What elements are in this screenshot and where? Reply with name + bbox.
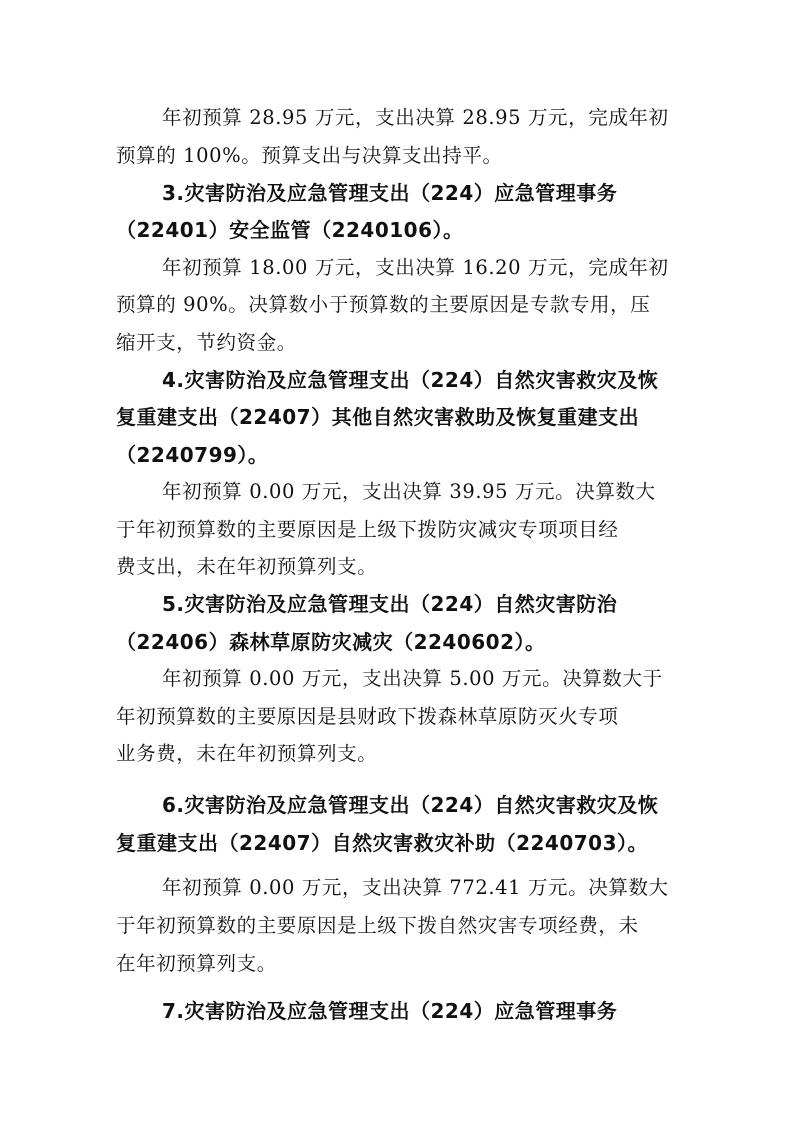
paragraph-line: 年初预算 28.95 万元，支出决算 28.95 万元，完成年初 [162, 106, 669, 129]
paragraph-line: 年初预算数的主要原因是县财政下拨森林草原防灭火专项 [116, 705, 619, 728]
section-heading: 7.灾害防治及应急管理支出（224）应急管理事务 [162, 999, 618, 1023]
paragraph-line: 年初预算 0.00 万元，支出决算 5.00 万元。决算数大于 [162, 667, 663, 690]
paragraph-line: 于年初预算数的主要原因是上级下拨防灾减灾专项项目经 [116, 518, 619, 541]
paragraph-line: 业务费，未在年初预算列支。 [116, 742, 378, 765]
section-heading: 4.灾害防治及应急管理支出（224）自然灾害救灾及恢 [162, 368, 659, 392]
section-heading: 6.灾害防治及应急管理支出（224）自然灾害救灾及恢 [162, 793, 659, 817]
paragraph-line: 费支出，未在年初预算列支。 [116, 555, 378, 578]
paragraph-line: 年初预算 0.00 万元，支出决算 772.41 万元。决算数大 [162, 876, 669, 899]
section-heading: 复重建支出（22407）其他自然灾害救助及恢复重建支出 [116, 405, 640, 429]
paragraph-line: 预算的 100%。预算支出与决算支出持平。 [116, 144, 503, 167]
paragraph-line: 缩开支，节约资金。 [116, 331, 297, 354]
section-heading: 5.灾害防治及应急管理支出（224）自然灾害防治 [162, 592, 618, 616]
section-heading: （2240799）。 [116, 443, 269, 467]
paragraph-line: 在年初预算列支。 [116, 952, 277, 975]
paragraph-line: 预算的 90%。决算数小于预算数的主要原因是专款专用，压 [116, 293, 651, 316]
paragraph-line: 于年初预算数的主要原因是上级下拨自然灾害专项经费，未 [116, 914, 639, 937]
section-heading: （22401）安全监管（2240106）。 [116, 218, 464, 242]
paragraph-line: 年初预算 0.00 万元，支出决算 39.95 万元。决算数大 [162, 480, 656, 503]
section-heading: （22406）森林草原防灾减灾（2240602）。 [116, 630, 546, 654]
paragraph-line: 年初预算 18.00 万元，支出决算 16.20 万元，完成年初 [162, 256, 669, 279]
section-heading: 复重建支出（22407）自然灾害救灾补助（2240703）。 [116, 831, 648, 855]
section-heading: 3.灾害防治及应急管理支出（224）应急管理事务 [162, 181, 618, 205]
